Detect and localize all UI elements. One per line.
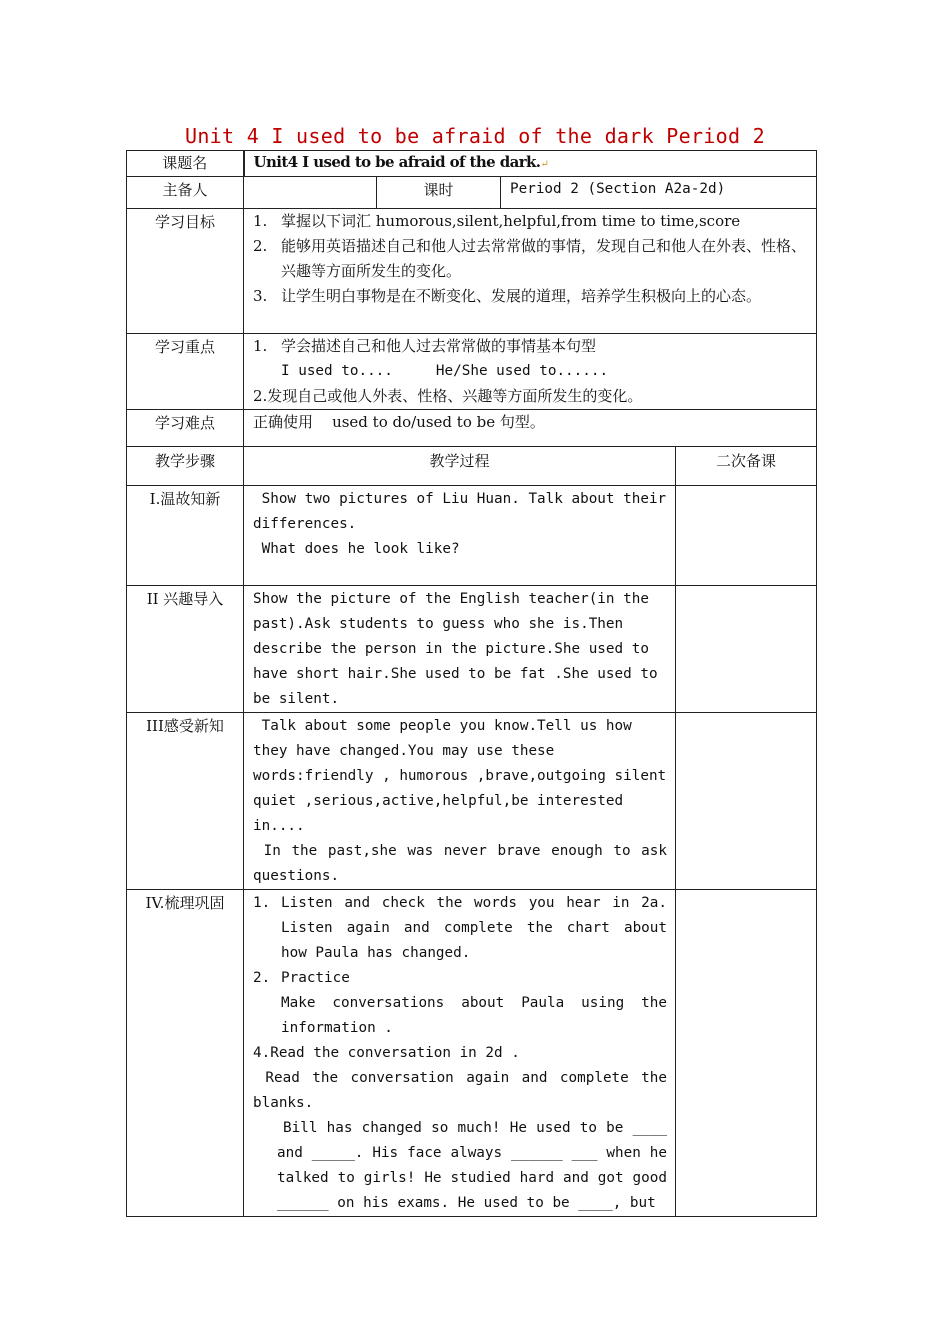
- step-content: Show two pictures of Liu Huan. Talk about their differences. What does he look like?: [244, 486, 676, 586]
- practice-item: 1. Listen and check the words you hear in 2a. Listen again and complete the chart about how Paula has changed.: [253, 895, 667, 961]
- objective-item: 3. 让学生明白事物是在不断变化、发展的道理，培养学生积极向上的心态。: [253, 287, 762, 305]
- key-point-item: 1. 学会描述自己和他人过去常常做的事情基本句型: [253, 337, 597, 355]
- author-value: [244, 177, 377, 209]
- step-label: IV.梳理巩固: [127, 890, 244, 1217]
- step-label: II 兴趣导入: [127, 586, 244, 713]
- objective-item: 1. 掌握以下词汇 humorous,silent,helpful,from time to time,score: [253, 212, 741, 230]
- practice-item: 2. Practice: [253, 970, 350, 986]
- process-column-header: 教学过程: [244, 447, 676, 486]
- step-row: [127, 586, 817, 713]
- key-points-label: 学习重点: [127, 334, 244, 410]
- step-row: [127, 713, 817, 890]
- step-content: [244, 890, 676, 1217]
- second-prep-cell: [676, 890, 817, 1217]
- objectives-row: [127, 209, 817, 334]
- second-prep-cell: [676, 713, 817, 890]
- topic-row: [127, 151, 817, 177]
- author-label: 主备人: [127, 177, 244, 209]
- topic-label: 课题名: [127, 151, 244, 177]
- step-content: Show the picture of the English teacher(in the past).Ask students to guess who she is.Then describe the person in the picture.She used to have short hair.She used to be fat .She used to be silent.: [244, 586, 676, 713]
- column-header-row: [127, 447, 817, 486]
- objectives-cell: [244, 209, 817, 334]
- period-value: Period 2 (Section A2a-2d): [501, 177, 817, 209]
- practice-instruction: Make conversations about Paula using the information .: [281, 995, 667, 1036]
- difficulty-value: 正确使用 used to do/used to be 句型。: [244, 410, 817, 447]
- second-prep-cell: [676, 586, 817, 713]
- second-prep-column-header: 二次备课: [676, 447, 817, 486]
- objectives-label: 学习目标: [127, 209, 244, 334]
- topic-value: Unit4 I used to be afraid of the dark.: [253, 153, 541, 171]
- key-point-pattern: I used to.... He/She used to......: [281, 363, 609, 379]
- second-prep-cell: [676, 486, 817, 586]
- key-points-row: [127, 334, 817, 410]
- cloze-passage: Bill has changed so much! He used to be ____ and _____. His face always ______ ___ when he talked to girls! He studied hard and got good ______ on his exams. He used to be ____, but: [277, 1120, 667, 1211]
- period-label: 课时: [377, 177, 501, 209]
- step-label: III感受新知: [127, 713, 244, 890]
- key-point-item-2: 2.发现自己或他人外表、性格、兴趣等方面所发生的变化。: [253, 387, 643, 405]
- paragraph-mark-icon: ↵: [540, 159, 549, 170]
- difficulty-row: [127, 410, 817, 447]
- lesson-plan-table: [126, 150, 817, 1217]
- steps-column-header: 教学步骤: [127, 447, 244, 486]
- objective-item: 2. 能够用英语描述自己和他人过去常常做的事情，发现自己和他人在外表、性格、兴趣等方面所发生的变化。: [253, 237, 807, 280]
- difficulty-label: 学习难点: [127, 410, 244, 447]
- step-row: [127, 486, 817, 586]
- step-row: [127, 890, 817, 1217]
- author-row: [127, 177, 817, 209]
- step-content: Talk about some people you know.Tell us how they have changed.You may use these words:friendly , humorous ,brave,outgoing silent quiet ,serious,active,helpful,be interested in.... In the past,she was never brave enough to ask questions.: [244, 713, 676, 890]
- key-points-cell: [244, 334, 817, 410]
- step-label: I.温故知新: [127, 486, 244, 586]
- reading-item: 4.Read the conversation in 2d .: [253, 1045, 520, 1061]
- page-title: Unit 4 I used to be afraid of the dark Period 2: [184, 124, 766, 148]
- reading-instruction: Read the conversation again and complete the blanks.: [253, 1070, 676, 1111]
